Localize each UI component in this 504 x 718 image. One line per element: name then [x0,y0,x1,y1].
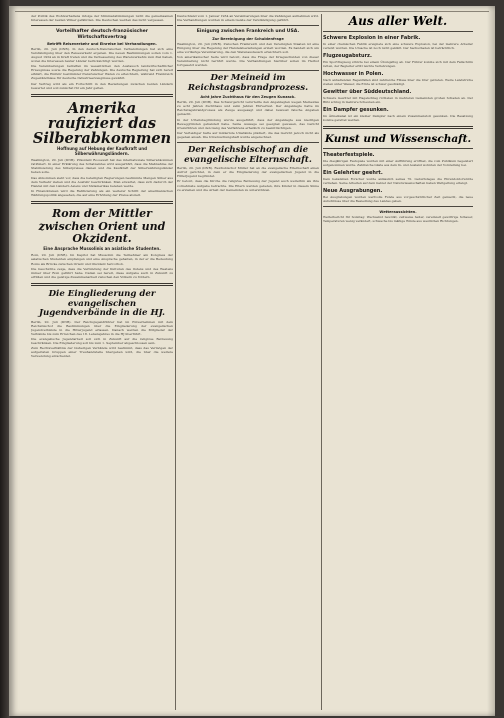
news-body: Im Ärmelkanal ist ein kleiner Dampfer nach einem Zusammenstoß gesunken. Die Besatzung konnte gerettet werden. [323,114,473,122]
news-title: Gewitter über Süddeutschland. [323,89,412,95]
article-paragraph: Das Abkommen sieht vor, dass die beteiligten Regierungen bestimmte Mengen Silber aus dem Verkehr ziehen und die Ausfuhr beschränken. Man erwartet, dass sich dadurch der Handel mit den Ländern Asiens und Südamerikas beleben werde. [31,175,173,188]
headline-jugend: Die Eingliederung der evangelischen Jugendverbände in die HJ. [38,288,166,319]
news-body: In einer chemischen Fabrik ereignete sich eine schwere Explosion, bei der mehrere Arbeiter verletzt wurden. Die Ursache ist noch nicht geklärt. Der Sachschaden ist beträchtlich. [323,42,473,50]
article-title: Vorteilhafter deutsch-französischer Wirtschaftsvertrag [55,29,149,40]
section-header-weather: Wetteraussichten. [379,210,417,214]
culture-body: Die diesjährigen Festspiele wurden mit einer Aufführung eröffnet, die vom Publikum begeistert aufgenommen wurde. Zahlreiche Gäste aus dem In- und Ausland wohnten der Vorstellung bei. [323,159,473,167]
culture-title: Ein Gelehrter geehrt. [323,170,383,176]
headline-reichsbischof: Der Reichsbischof an die evangelische Elternschaft. [184,144,312,165]
article-paragraph: Die Geschichte zeige, dass die Verbindung der Kulturen des Ostens und des Westens immer über Rom geführt habe. Italien sei bereit, diese Aufgabe auch in Zukunft zu erfüllen und die geistige Zusammenarbeit zwischen den Völkern zu fördern. [31,266,173,279]
divider-rule [31,25,173,26]
article-paragraph: Von amerikanischer Seite wird betont, dass die Frage der Kriegsschulden von dieser Vereinbarung nicht berührt werde. Die Verhandlungen hierüber sollen im Herbst fortgesetzt werden. [177,54,319,67]
column-divider [321,14,322,710]
article-paragraph: Berlin, 20. Juli (DNB). Der Reichsjugendführer hat im Einvernehmen mit dem Reichsbischof die Bestimmungen über die Eingliederung der evangelischen Jugendverbände in die Hitlerjugend erlassen. Danach werden die Mitglieder der Verbände bis zum Erreichen des 18. Lebensjahres in die HJ überführt. [31,319,173,336]
article-paragraph: Berlin, 20. Juli (DNB). In den deutsch-französischen Verhandlungen hat sich eine Verständigung über den Reiseverkehr ergeben. Die neuen Bestimmungen sollen vom 1. August 1934 an in Kraft treten und die Verbesserung des Warenverkehrs zum Ziel haben, wobei die Interessen beider Länder berücksichtigt wurden. [31,46,173,64]
divider-rule [323,148,473,149]
article-subtitle: Betrifft Reiseverkehr und Einreise bei Verhandlungen. [47,41,157,46]
article-paragraph: Zum Rechtsverhältnis der bisherigen Verbände wird bestimmt, dass das Vermögen der aufgelösten Gruppen einer Treuhandstelle übergeben wird, die über die weitere Verwendung entscheidet. [31,346,173,359]
column-top-text: Deutschland vom 1. Januar 1934 an Vereinbarungen über die Zahlungen aufnehmen wird. Die Verhandlungen wurden in einem Geiste der Verständigung geführt. [177,14,319,23]
divider-rule [323,126,473,129]
news-title: Flugzeugabsturz. [323,53,372,59]
article-subtitle: Zur Bereinigung der Schuldenfrage [212,36,284,41]
headline-subtitle: Hoffnung auf Hebung der Kaufkraft und Silberwährungsländern. [57,145,147,156]
top-rule [15,6,489,12]
article-paragraph: Berlin, 20. Juli (DNB). Reichsbischof Müller hat an die evangelische Elternschaft einen Aufruf gerichtet, in dem er die Eingliederung der evangelischen Jugend in die Hitlerjugend begründet. [177,166,319,179]
news-title: Hochwasser in Polen. [323,71,384,77]
article-paragraph: Der Verteidiger hatte auf mildernde Umstände plädiert, die das Gericht jedoch nicht als gegeben ansah. Die Untersuchungshaft wurde angerechnet. [177,130,319,139]
headline-subtitle: Eine Ansprache Mussolinis an asiatische Studenten. [43,245,161,251]
culture-title: Theaterfestspiele. [323,152,375,158]
news-body: Schwere Gewitter mit Hagelschlag richteten in mehreren Gemeinden großen Schaden an. Der Blitz schlug in mehrere Scheunen ein. [323,96,473,104]
article-paragraph: Er betont, dass die Kirche die religiöse Betreuung der Jugend auch weiterhin als ihre vornehmste Aufgabe betrachte. Die Eltern werden gebeten, ihre Kinder in diesem Sinne zu erziehen und die Arbeit der Gemeinden zu unterstützen. [177,179,319,192]
article-paragraph: In Finanzkreisen wird die Ratifizierung als ein weiterer Schritt der amerikanischen Währungspolitik angesehen, die auf eine Erhöhung der Preise abzielt. [31,189,173,198]
divider-rule [177,142,319,143]
divider-rule [31,283,173,286]
article-subtitle: Acht Jahre Zuchthaus für den Zeugen Kunzack. [200,95,296,100]
headline-rom: Rom der Mittler zwischen Orient und Okzident. [38,207,166,246]
headline-silber: Amerika raufiziert das Silberabkommen [32,99,172,147]
article-title: Einigung zwischen Frankreich und USA. [196,29,300,35]
culture-title: Neue Ausgrabungen. [323,188,383,194]
culture-body: Dem bekannten Forscher wurde anlässlich seines 70. Geburtstages die Ehrendoktorwürde verliehen. Seine Arbeiten auf dem Gebiet der Naturwissenschaften haben Weltgeltung erlangt. [323,177,473,185]
article-paragraph: Berlin, 20. Juli (DNB). Das Schwurgericht verurteilte den Angeklagten wegen Meineides zu acht Jahren Zuchthaus und zehn Jahren Ehrverlust. Der Angeklagte hatte im Reichstagsbrandprozess als Zeuge ausgesagt und dabei bewusst falsche Angaben gemacht. [177,100,319,117]
column-middle [177,14,319,710]
article-paragraph: Washington, 20. Juli (DNB). Zwischen Frankreich und den Vereinigten Staaten ist eine Einigung über die Regelung der Handelsbeziehungen erzielt worden. Es handelt sich um eine vorläufige Vereinbarung, die den Warenaustausch erleichtern soll. [177,41,319,54]
article-paragraph: In der Urteilsbegründung wurde ausgeführt, dass der Angeklagte aus niedrigen Beweggründen gehandelt habe. Seine Aussage sei geeignet gewesen, das Gericht irrezuführen und den Gang des Verfahrens erheblich zu beeinträchtigen. [177,117,319,130]
section-header-world: Aus aller Welt. [348,14,448,28]
culture-body: Bei Ausgrabungen wurden wertvolle Funde aus vorgeschichtlicher Zeit gemacht, die neue Aufschlüsse über die Besiedlung des Landes geben. [323,195,473,203]
news-body: Nach anhaltenden Regenfällen sind zahlreiche Flüsse über die Ufer getreten. Weite Landstriche stehen unter Wasser, die Ernte ist schwer geschädigt. [323,78,473,86]
column-divider [175,14,176,710]
divider-rule [31,201,173,204]
newspaper-page [9,6,495,716]
page-edge-shadow [487,6,495,716]
article-paragraph: Die Vereinbarungen betreffen im wesentlichen den Austausch landwirtschaftlicher Erzeugnisse sowie die Regelung der Zahlungen. Die deutsche Regierung hat sich bereit erklärt, die Einfuhr bestimmter französischer Waren zu erleichtern, während Frankreich Zugeständnisse für deutsche Industrieerzeugnisse gewährt. [31,64,173,81]
divider-rule [323,206,473,207]
article-paragraph: Washington, 20. Juli (DNB). Präsident Roosevelt hat das internationale Silberabkommen ratifiziert. In einer Erklärung des Schatzamtes wird ausgeführt, dass die Maßnahme der Stabilisierung des Silberpreises dienen und die Kaufkraft der Silberwährungsländer heben solle. [31,158,173,175]
section-header-kunst: Kunst und Wissenschaft. [324,133,472,145]
divider-rule [177,25,319,26]
headline-meineid: Der Meineid im Reichstagsbrandprozess. [187,72,309,93]
divider-rule [31,94,173,97]
column-left [31,14,173,710]
article-paragraph: Die evangelische Jugendarbeit soll sich in Zukunft auf die religiöse Betreuung beschränken. Die Eingliederung soll bis zum 1. September abgeschlossen sein. [31,337,173,346]
weather-body: Wetterbericht für Sonntag: Wechselnd bewölkt, zeitweise heiter, vereinzelt gewittrige Schauer, Temperaturen wenig verändert, schwache bis mäßige Winde aus westlichen Richtungen. [323,215,473,223]
column-right [323,14,473,710]
news-title: Ein Dampfer gesunken. [323,107,389,113]
news-body: Ein Sportflugzeug stürzte bei einem Übungsflug ab. Der Führer konnte sich mit dem Fallschirm retten, der Begleiter erlitt leichte Verletzungen. [323,60,473,68]
divider-rule [323,31,473,32]
article-paragraph: Der Vertrag wird als ein Fortschritt in den Beziehungen zwischen beiden Ländern bewertet und soll zunächst für ein Jahr gelten. [31,81,173,90]
article-paragraph: Rom, 20. Juli (DNB). Im Kapitol hat Mussolini die Teilnehmer am Kongress der asiatischen Studenten empfangen und eine Ansprache gehalten, in der er die Bedeutung Roms als Brücke zwischen Orient und Okzident hervorhob. [31,253,173,266]
column-top-text: der Politik des Wohlverhaltens infolge der Stimmabstimmungen nicht die gemeinsamen Interessen der beiden Völker gefährden. Die Deutschen werden das nicht vergessen. [31,14,173,23]
divider-rule [177,70,319,71]
news-title: Schwere Explosion in einer Fabrik. [323,35,421,41]
